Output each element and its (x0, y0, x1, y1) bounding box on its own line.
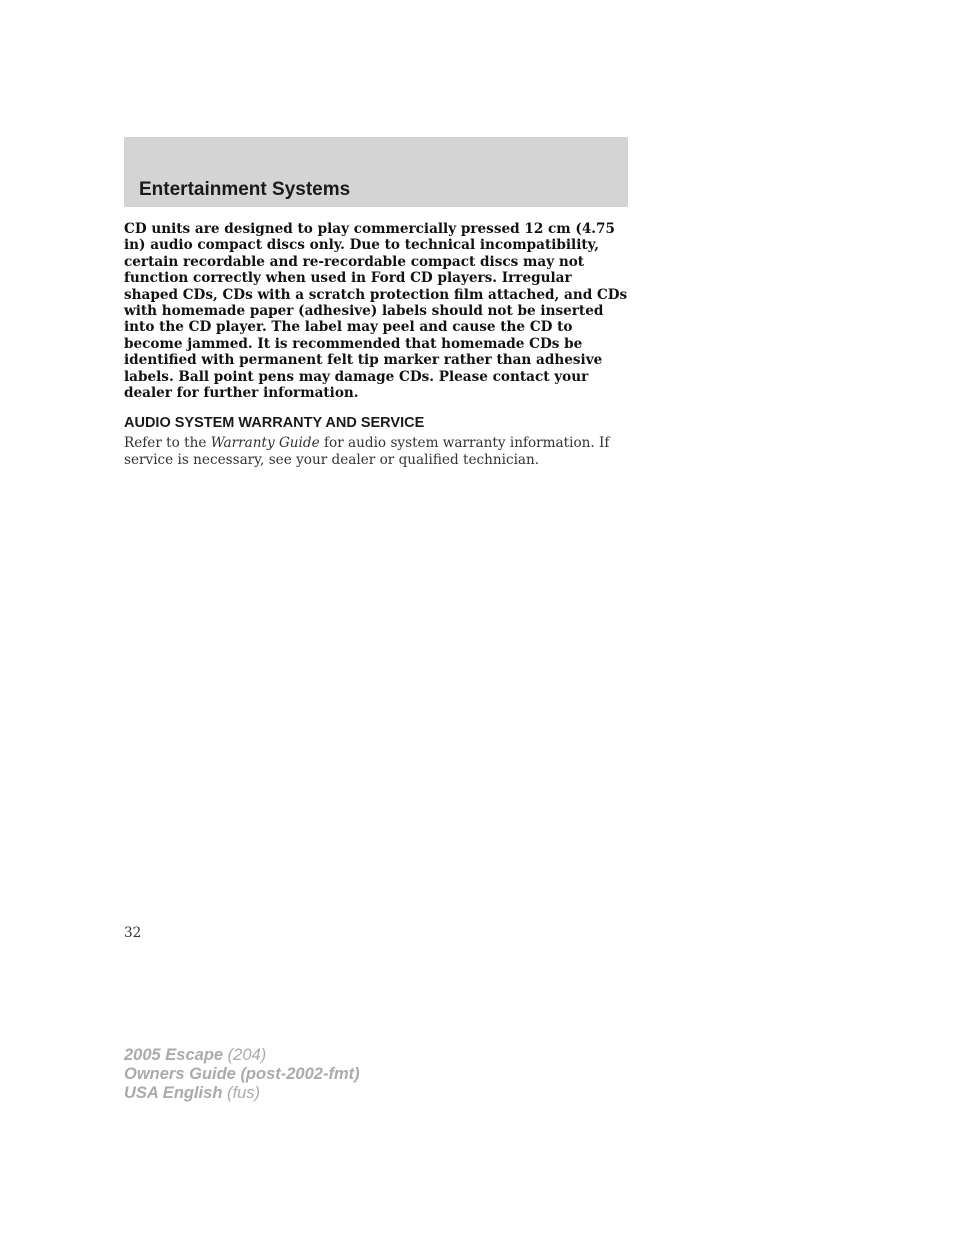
page-content (124, 221, 630, 468)
section-title: Entertainment Systems (139, 179, 351, 200)
footer-line-model (124, 1046, 360, 1065)
footer-language-code: (fus) (222, 1084, 260, 1102)
warranty-text-before: Refer to the (124, 435, 211, 452)
footer-line-language (124, 1084, 360, 1103)
warranty-text-after: for audio system warranty information. If service is necessary, see your dealer or qualified technician. (124, 435, 610, 468)
page-number: 32 (124, 925, 142, 941)
footer-model: 2005 Escape (124, 1046, 224, 1064)
cd-warning-paragraph: CD units are designed to play commercially pressed 12 cm (4.75 in) audio compact discs only. Due to technical incompatibility, certain recordable and re-recordable compact discs may not function correctly when used in Ford CD players. Irregular shaped CDs, CDs with a scratch protection film attached, and CDs with homemade paper (adhesive) labels should not be inserted into the CD player. The label may peel and cause the CD to become jammed. It is recommended that homemade CDs be identified with permanent felt tip marker rather than adhesive labels. Ball point pens may damage CDs. Please contact your dealer for further information. (124, 221, 628, 402)
section-header-band (124, 137, 628, 207)
warranty-heading: AUDIO SYSTEM WARRANTY AND SERVICE (124, 415, 425, 432)
footer-model-code: (204) (223, 1046, 267, 1064)
footer-language: USA English (124, 1084, 223, 1102)
footer-guide: Owners Guide (post-2002-fmt) (124, 1065, 360, 1083)
footer-line-guide (124, 1065, 360, 1084)
warranty-guide-title: Warranty Guide (210, 435, 320, 452)
warranty-paragraph (124, 435, 630, 468)
document-footer (124, 1046, 360, 1103)
